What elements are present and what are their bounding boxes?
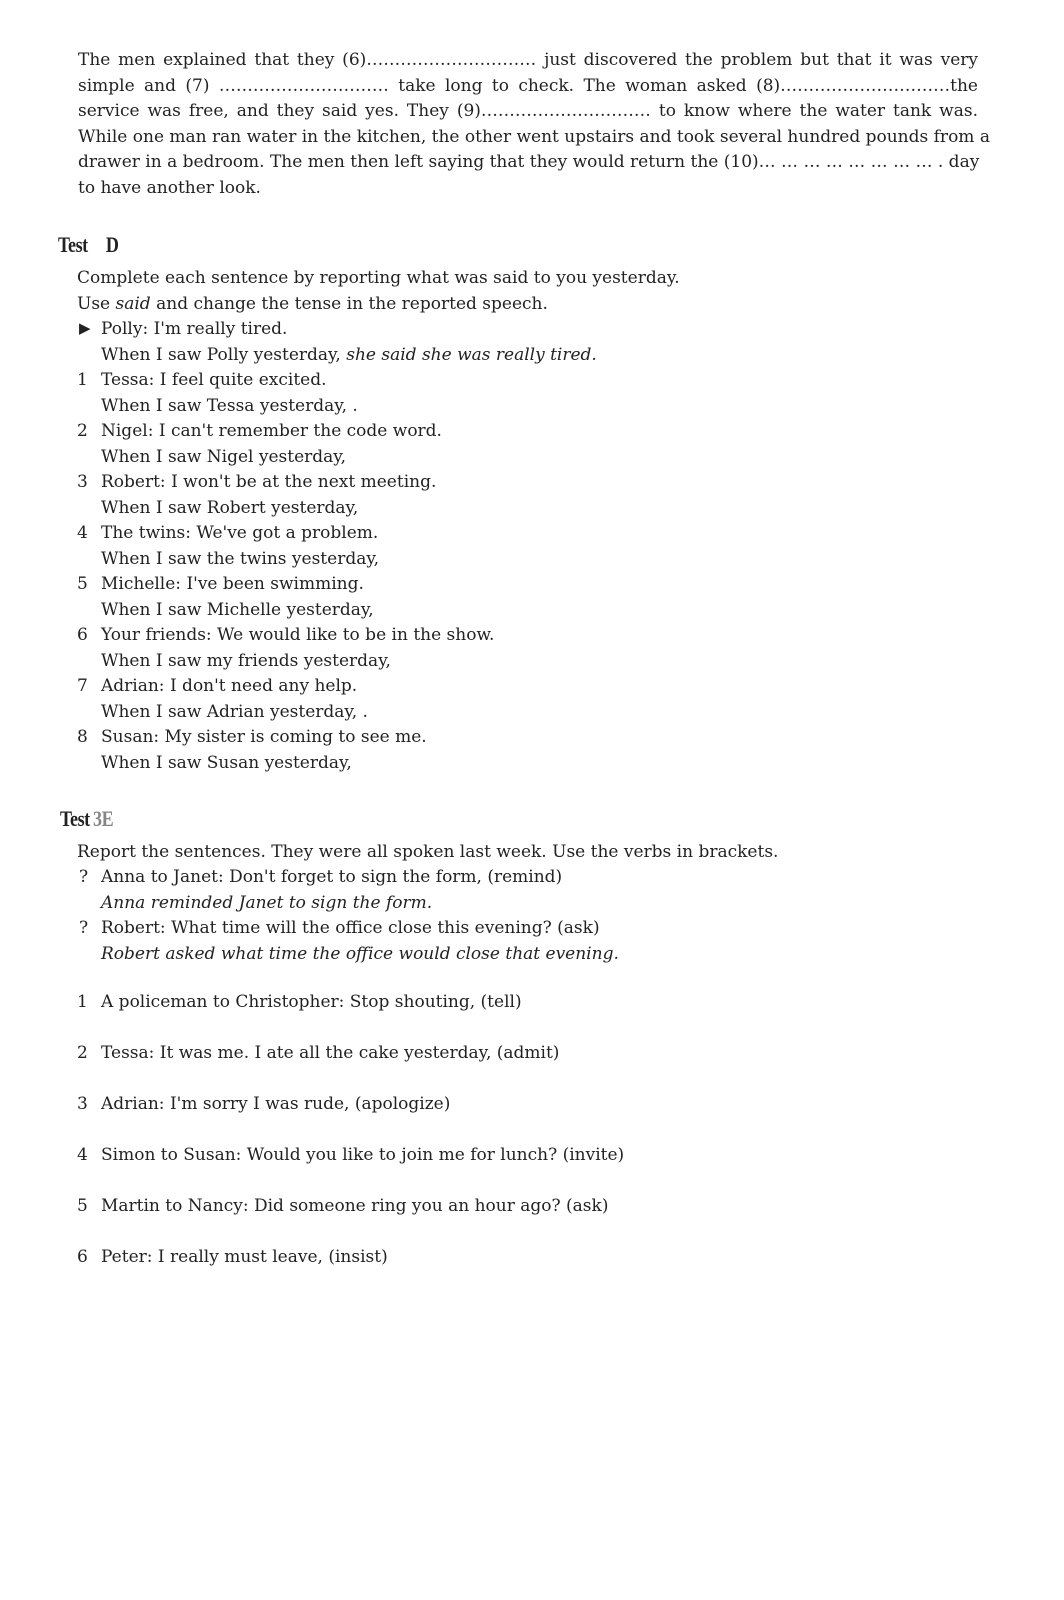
item-number: 1: [77, 992, 88, 1012]
example-answer: she said she was really tired.: [346, 345, 597, 365]
example-answer-line: [101, 345, 597, 365]
passage-line: simple and (7) ………………………… take long to check. The woman asked (8)…………………………the: [78, 75, 978, 96]
item-prompt: When I saw Michelle yesterday,: [101, 600, 374, 620]
item-quote: Your friends: We would like to be in the show.: [101, 625, 495, 645]
example-answer: Robert asked what time the office would close that evening.: [101, 944, 619, 964]
item-quote: Robert: I won't be at the next meeting.: [101, 472, 437, 492]
item-number: 7: [77, 676, 88, 696]
item-number: 3: [77, 1094, 88, 1114]
test-d-instruction-2: [77, 294, 548, 314]
item-prompt: When I saw the twins yesterday,: [101, 549, 380, 569]
item-number: 2: [77, 1043, 88, 1063]
item-prompt: When I saw Susan yesterday,: [101, 753, 352, 773]
passage-line: to have another look.: [78, 177, 261, 198]
passage-line: The men explained that they (6)………………………… just discovered the problem but that it was very: [78, 50, 978, 70]
item-quote: Adrian: I don't need any help.: [101, 676, 358, 696]
item-number: 8: [77, 727, 88, 747]
test-e-heading-word: Test: [60, 806, 90, 831]
test-d-instruction: Complete each sentence by reporting what was said to you yesterday.: [77, 268, 680, 288]
instruction-text: Use: [77, 294, 116, 314]
item-quote: Tessa: I feel quite excited.: [101, 370, 327, 390]
example-marker: ?: [79, 918, 89, 938]
item-prompt: When I saw Nigel yesterday,: [101, 447, 347, 467]
item-text: Martin to Nancy: Did someone ring you an hour ago? (ask): [101, 1196, 609, 1216]
item-quote: The twins: We've got a problem.: [101, 523, 379, 543]
example-marker-icon: ▶: [79, 319, 91, 337]
item-number: 3: [77, 472, 88, 492]
item-text: A policeman to Christopher: Stop shouting, (tell): [101, 992, 522, 1012]
item-number: 6: [77, 625, 88, 645]
example-quote: Anna to Janet: Don't forget to sign the form, (remind): [101, 867, 563, 887]
passage-line: While one man ran water in the kitchen, the other went upstairs and took several hundred pounds from a: [78, 126, 990, 147]
item-prompt: When I saw Adrian yesterday, .: [101, 702, 368, 722]
test-e-heading-letter: 3E: [93, 806, 114, 831]
test-d-heading-letter: D: [105, 232, 119, 257]
item-text: Peter: I really must leave, (insist): [101, 1247, 388, 1267]
item-number: 5: [77, 574, 88, 594]
item-number: 6: [77, 1247, 88, 1267]
item-text: Simon to Susan: Would you like to join me for lunch? (invite): [101, 1145, 625, 1165]
item-text: Adrian: I'm sorry I was rude, (apologize): [101, 1094, 451, 1114]
item-number: 1: [77, 370, 88, 390]
test-d-heading: [58, 232, 118, 258]
test-d-heading-word: Test: [58, 232, 88, 257]
item-number: 2: [77, 421, 88, 441]
test-e-instruction: Report the sentences. They were all spoken last week. Use the verbs in brackets.: [77, 842, 779, 862]
item-prompt: When I saw my friends yesterday,: [101, 651, 391, 671]
item-prompt: When I saw Tessa yesterday, .: [101, 396, 358, 416]
example-answer: Anna reminded Janet to sign the form.: [101, 893, 433, 913]
item-number: 4: [77, 523, 88, 543]
item-prompt: When I saw Robert yesterday,: [101, 498, 359, 518]
item-quote: Michelle: I've been swimming.: [101, 574, 364, 594]
test-e-heading: [60, 806, 113, 832]
example-prompt: When I saw Polly yesterday,: [101, 345, 347, 365]
item-quote: Nigel: I can't remember the code word.: [101, 421, 442, 441]
item-number: 5: [77, 1196, 88, 1216]
example-quote: Polly: I'm really tired.: [101, 319, 288, 339]
passage-line: service was free, and they said yes. They (9)………………………… to know where the water tank was.: [78, 101, 978, 122]
item-text: Tessa: It was me. I ate all the cake yesterday, (admit): [101, 1043, 560, 1063]
item-quote: Susan: My sister is coming to see me.: [101, 727, 427, 747]
passage-line: drawer in a bedroom. The men then left saying that they would return the (10)… … … … … … … … . day: [78, 152, 980, 173]
passage: [78, 48, 990, 202]
instruction-text: and change the tense in the reported speech.: [150, 294, 548, 314]
example-marker: ?: [79, 867, 89, 887]
instruction-emphasis: said: [115, 294, 151, 314]
item-number: 4: [77, 1145, 88, 1165]
example-quote: Robert: What time will the office close this evening? (ask): [101, 918, 600, 938]
